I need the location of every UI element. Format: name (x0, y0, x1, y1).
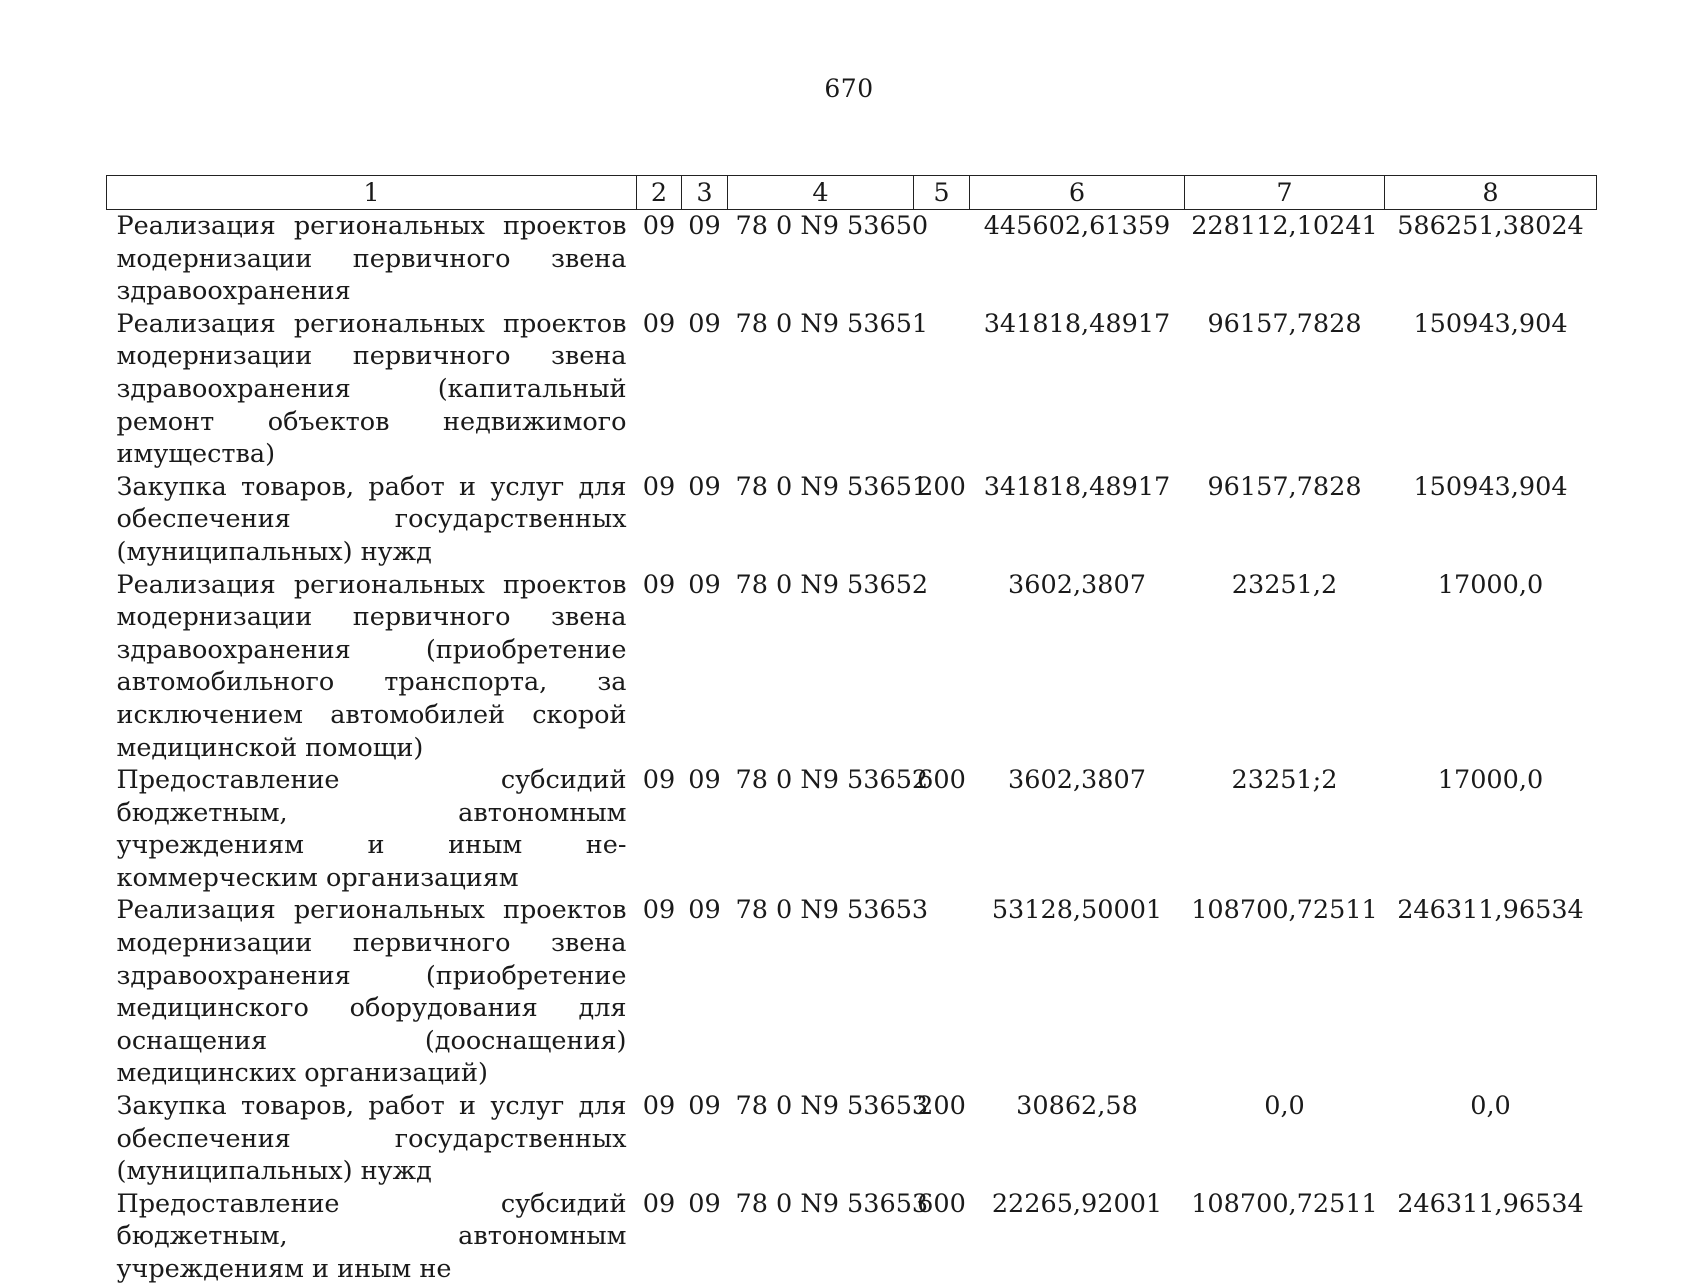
amount-column-7: 108700,72511 (1191, 1188, 1378, 1219)
row-description: Реализация региональных проектов модернизации первичного звена здравоохранения (приобретение медицинского оборудования для оснащения (дооснащения) медицинских организаций) (116, 895, 627, 1089)
amount-column-6: 341818,48917 (983, 308, 1171, 339)
amount-column-7: 23251,2 (1231, 569, 1338, 600)
amount-column-8: 150943,904 (1413, 308, 1568, 339)
amount-column-6: 341818,48917 (983, 471, 1171, 502)
row-description: Закупка товаров, работ и услуг для обеспечения государственных (муниципальных) нужд (116, 471, 627, 567)
row-description: Предоставление субсидий бюджетным, автономным учреждениям и иным некоммерческим организациям (116, 765, 627, 893)
amount-column-8: 0,0 (1470, 1091, 1511, 1122)
expense-type-code: 600 (917, 765, 966, 796)
amount-column-7: 228112,10241 (1191, 211, 1378, 241)
amount-column-6: 445602,61359 (983, 211, 1171, 241)
expense-type-code: 200 (917, 1091, 966, 1122)
row-description: Закупка товаров, работ и услуг для обеспечения государственных (муниципальных) нужд (116, 1091, 627, 1187)
amount-column-7: 96157,7828 (1207, 471, 1362, 502)
row-description: Предоставление субсидий бюджетным, автономным учреждениям и иным не (116, 1188, 627, 1284)
column-header-8: 8 (1385, 176, 1597, 210)
section-code: 09 (642, 471, 676, 502)
row-description: Реализация региональных проектов модернизации первичного звена здравоохранения (капитальный ремонт объектов недвижимого имущества) (116, 308, 627, 470)
table-row (107, 210, 1597, 308)
section-code: 09 (642, 765, 676, 796)
column-header-2: 2 (637, 176, 682, 210)
expense-type-code: 600 (917, 1188, 966, 1219)
page-number: 670 (824, 74, 874, 103)
amount-column-7: 96157,7828 (1207, 308, 1362, 339)
column-header-4: 4 (728, 176, 914, 210)
amount-column-8: 246311,96534 (1397, 1188, 1584, 1219)
table-row (107, 308, 1597, 471)
budget-table (106, 175, 1597, 1286)
section-code: 09 (642, 1188, 676, 1219)
table-row (107, 894, 1597, 1090)
target-article-code: 78 0 N9 53651 (735, 471, 929, 502)
target-article-code: 78 0 N9 53653 (735, 895, 929, 926)
amount-column-7: 108700,72511 (1191, 895, 1378, 926)
column-header-5: 5 (914, 176, 970, 210)
subsection-code: 09 (688, 308, 721, 339)
table-row (107, 471, 1597, 569)
column-header-1: 1 (107, 176, 637, 210)
amount-column-8: 17000,0 (1437, 765, 1544, 796)
target-article-code: 78 0 N9 53652 (735, 569, 929, 600)
target-article-code: 78 0 N9 53651 (735, 308, 929, 339)
amount-column-6: 30862,58 (1016, 1091, 1138, 1122)
amount-column-7: 0,0 (1264, 1091, 1305, 1122)
row-description: Реализация региональных проектов модернизации первичного звена здравоохранения (116, 211, 627, 307)
section-code: 09 (642, 211, 676, 241)
row-description: Реализация региональных проектов модернизации первичного звена здравоохранения (приобретение автомобильного транспорта, за исключением автомобилей скорой медицинской помощи) (116, 569, 627, 763)
amount-column-7: 23251;2 (1231, 765, 1338, 796)
amount-column-6: 53128,50001 (991, 895, 1163, 926)
column-header-3: 3 (682, 176, 728, 210)
amount-column-6: 3602,3807 (1008, 569, 1146, 600)
amount-column-8: 150943,904 (1413, 471, 1568, 502)
column-header-6: 6 (970, 176, 1185, 210)
table-row (107, 1090, 1597, 1188)
target-article-code: 78 0 N9 53650 (735, 211, 929, 241)
section-code: 09 (642, 895, 676, 926)
amount-column-8: 17000,0 (1437, 569, 1544, 600)
table-row (107, 1188, 1597, 1286)
amount-column-8: 246311,96534 (1397, 895, 1584, 926)
subsection-code: 09 (688, 1091, 721, 1122)
section-code: 09 (642, 569, 676, 600)
subsection-code: 09 (688, 569, 721, 600)
column-header-7: 7 (1185, 176, 1385, 210)
amount-column-6: 22265,92001 (991, 1188, 1163, 1219)
subsection-code: 09 (688, 211, 721, 241)
subsection-code: 09 (688, 895, 721, 926)
subsection-code: 09 (688, 765, 721, 796)
subsection-code: 09 (688, 1188, 721, 1219)
section-code: 09 (642, 308, 676, 339)
target-article-code: 78 0 N9 53653 (735, 1091, 929, 1122)
amount-column-6: 3602,3807 (1008, 765, 1146, 796)
table-header-row (107, 176, 1597, 210)
subsection-code: 09 (688, 471, 721, 502)
amount-column-8: 586251,38024 (1397, 211, 1584, 241)
target-article-code: 78 0 N9 53652 (735, 765, 929, 796)
target-article-code: 78 0 N9 53653 (735, 1188, 929, 1219)
expense-type-code: 200 (917, 471, 966, 502)
section-code: 09 (642, 1091, 676, 1122)
table-row (107, 764, 1597, 894)
table-row (107, 569, 1597, 765)
